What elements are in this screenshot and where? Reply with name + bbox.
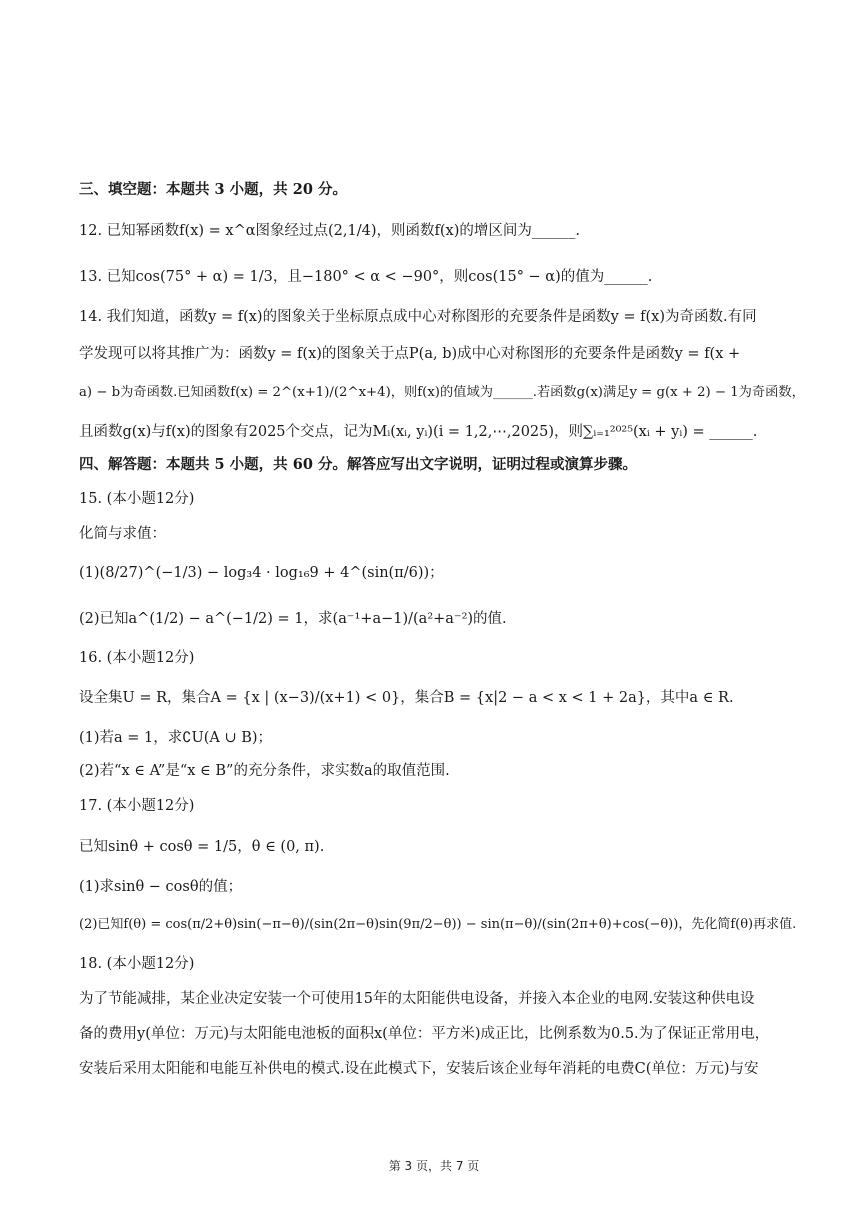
question-13: 13. 已知cos(75° + α) = 1/3，且−180° < α < −90°，则cos(15° − α)的值为______. bbox=[79, 269, 653, 285]
section-heading-fill-blank: 三、填空题：本题共 3 小题，共 20 分。 bbox=[79, 181, 347, 198]
question-17-header: 17. (本小题12分) bbox=[79, 798, 195, 814]
section-heading-answer: 四、解答题：本题共 5 小题，共 60 分。解答应写出文字说明，证明过程或演算步骤。 bbox=[79, 456, 637, 473]
question-18-header: 18. (本小题12分) bbox=[79, 956, 195, 972]
question-18-line-2: 备的费用y(单位：万元)与太阳能电池板的面积x(单位：平方米)成正比，比例系数为0.5.为了保证正常用电， bbox=[79, 1026, 770, 1042]
question-14-line-2: 学发现可以将其推广为：函数y = f(x)的图象关于点P(a, b)成中心对称图形的充要条件是函数y = f(x + bbox=[79, 346, 741, 362]
page-footer: 第 3 页，共 7 页 bbox=[388, 1159, 480, 1173]
question-15-part-2: (2)已知a^(1/2) − a^(−1/2) = 1，求(a⁻¹+a−1)/(a²+a⁻²)的值. bbox=[79, 611, 507, 627]
question-16-part-2: (2)若“x ∈ A”是“x ∈ B”的充分条件，求实数a的取值范围. bbox=[79, 763, 450, 779]
question-12: 12. 已知幂函数f(x) = x^α图象经过点(2,1/4)，则函数f(x)的增区间为______. bbox=[79, 223, 580, 239]
question-17-stem: 已知sinθ + cosθ = 1/5，θ ∈ (0, π). bbox=[79, 839, 325, 855]
question-15-header: 15. (本小题12分) bbox=[79, 491, 195, 507]
question-16-header: 16. (本小题12分) bbox=[79, 650, 195, 666]
question-18-line-3: 安装后采用太阳能和电能互补供电的模式.设在此模式下，安装后该企业每年消耗的电费C(单位：万元)与安 bbox=[79, 1061, 759, 1077]
question-15-intro: 化简与求值： bbox=[79, 526, 166, 542]
question-15-part-1: (1)(8/27)^(−1/3) − log₃4 · log₁₆9 + 4^(sin(π/6))； bbox=[79, 565, 444, 581]
question-14-line-1: 14. 我们知道，函数y = f(x)的图象关于坐标原点成中心对称图形的充要条件是函数y = f(x)为奇函数.有同 bbox=[79, 309, 757, 325]
question-17-part-1: (1)求sinθ − cosθ的值； bbox=[79, 879, 243, 895]
question-14-line-3: a) − b为奇函数.已知函数f(x) = 2^(x+1)/(2^x+4)，则f(x)的值域为______.若函数g(x)满足y = g(x + 2) − 1为奇函数， bbox=[79, 385, 805, 400]
question-18-line-1: 为了节能减排，某企业决定安装一个可使用15年的太阳能供电设备，并接入本企业的电网.安装这种供电设 bbox=[79, 991, 755, 1007]
question-16-part-1: (1)若a = 1，求∁U(A ∪ B)； bbox=[79, 730, 273, 746]
question-14-line-4: 且函数g(x)与f(x)的图象有2025个交点，记为Mᵢ(xᵢ, yᵢ)(i = 1,2,⋯,2025)，则∑ᵢ₌₁²⁰²⁵(xᵢ + yᵢ) = ______. bbox=[79, 424, 758, 440]
question-17-part-2: (2)已知f(θ) = cos(π/2+θ)sin(−π−θ)/(sin(2π−θ)sin(9π/2−θ)) − sin(π−θ)/(sin(2π+θ)+cos(−θ))，先化简f(θ)再求值. bbox=[79, 917, 797, 932]
question-16-stem: 设全集U = R，集合A = {x | (x−3)/(x+1) < 0}，集合B = {x|2 − a < x < 1 + 2a}，其中a ∈ R. bbox=[79, 690, 734, 706]
